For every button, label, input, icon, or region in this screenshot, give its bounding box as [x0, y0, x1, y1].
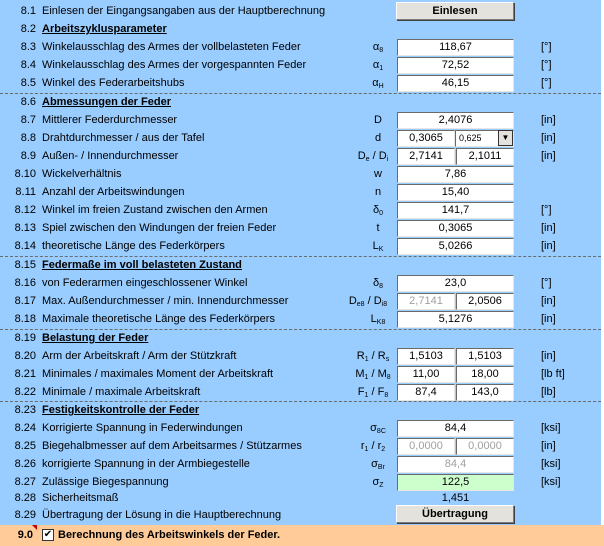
row-label: Spiel zwischen den Windungen der freien Feder: [42, 222, 277, 234]
row-number: 8.16: [14, 277, 36, 289]
row-number: 8.6: [20, 96, 36, 108]
symbol: $\sigma_{8C}$: [370, 422, 386, 435]
row-number: 8.3: [20, 41, 36, 53]
row-number: 8.5: [20, 77, 36, 89]
row-8-12: [0, 201, 601, 219]
uebertragung-button[interactable]: Übertragung: [396, 505, 514, 523]
symbol: t: [376, 222, 380, 234]
unit: [in]: [541, 150, 556, 162]
value-allowable-bend-stress: 122,5: [397, 474, 514, 491]
row-label: Winkel im freien Zustand zwischen den Armen: [42, 204, 268, 216]
row-8-11: [0, 183, 601, 201]
unit: [lb]: [541, 386, 556, 398]
input-coil-spacing[interactable]: 0,3065: [397, 220, 514, 237]
row-8-6: [0, 93, 601, 111]
row-label: Einlesen der Eingangsangaben aus der Hauptberechnung: [42, 5, 326, 17]
input-bend-radius-work[interactable]: 0,0000: [397, 438, 455, 455]
row-8-17: [0, 292, 601, 310]
row-label: Winkelausschlag des Armes der vorgespannten Feder: [42, 59, 307, 71]
symbol: $D_{e8} / D_{i8}$: [348, 295, 388, 308]
row-number: 8.24: [14, 422, 36, 434]
row-8-10: [0, 165, 601, 183]
row-number: 8.20: [14, 350, 36, 362]
row-8-20: [0, 347, 601, 365]
symbol: $L_{K8}$: [370, 313, 386, 326]
section-heading: Festigkeitskontrolle der Feder: [42, 404, 200, 416]
input-work-arm[interactable]: 1,5103: [397, 348, 455, 365]
row-number: 8.7: [20, 114, 36, 126]
row-number: 8.18: [14, 313, 36, 325]
row-8-1: [0, 2, 601, 20]
row-number: 8.19: [14, 332, 36, 344]
unit: [ksi]: [541, 458, 561, 470]
row-8-8: [0, 129, 601, 147]
symbol: $D_e / D_i$: [357, 150, 389, 163]
row-8-23: [0, 401, 601, 419]
unit: [in]: [541, 295, 556, 307]
symbol: $r_1 / r_2$: [360, 440, 386, 453]
symbol: D: [374, 114, 382, 126]
row-8-26: [0, 455, 601, 473]
row-label: korrigierte Spannung in der Armbiegestelle: [42, 458, 250, 470]
symbol: $\delta_0$: [372, 204, 384, 217]
symbol: $\alpha_H$: [372, 77, 384, 90]
row-label: Anzahl der Arbeitswindungen: [42, 186, 185, 198]
row-number: 8.2: [20, 23, 36, 35]
symbol: $M_1 / M_8$: [355, 368, 391, 381]
input-wire-diameter[interactable]: 0,3065: [397, 130, 455, 147]
row-number: 8.4: [20, 59, 36, 71]
row-8-9: [0, 147, 601, 165]
row-label: Korrigierte Spannung in Federwindungen: [42, 422, 243, 434]
comment-indicator-icon: [32, 525, 37, 530]
unit: [°]: [541, 41, 552, 53]
row-label: Minimale / maximale Arbeitskraft: [42, 386, 201, 398]
row-label: Außen- / Innendurchmesser: [42, 150, 179, 162]
symbol: $L_K$: [372, 240, 384, 253]
value-safety-factor: 1,451: [441, 492, 470, 504]
row-number: 8.10: [14, 168, 36, 180]
row-number: 8.21: [14, 368, 36, 380]
row-label: Zulässige Biegespannung: [42, 476, 169, 488]
unit: [in]: [541, 440, 556, 452]
unit: [°]: [541, 59, 552, 71]
row-label: Wickelverhältnis: [42, 168, 122, 180]
enable-checkbox[interactable]: ✔: [43, 529, 53, 540]
row-number: 9.0: [17, 529, 33, 541]
symbol: $\alpha_1$: [372, 59, 384, 72]
unit: [ksi]: [541, 422, 561, 434]
unit: [in]: [541, 222, 556, 234]
unit: [in]: [541, 114, 556, 126]
row-label: Mittlerer Federdurchmesser: [42, 114, 178, 126]
value-inner-diameter: 2,1011: [456, 148, 514, 165]
symbol: w: [374, 168, 382, 180]
row-number: 8.27: [14, 476, 36, 488]
value-min-moment: 11,00: [397, 366, 455, 383]
value-body-length: 5,0266: [397, 238, 514, 255]
row-8-25: [0, 437, 601, 455]
value-free-angle: 141,7: [397, 202, 514, 219]
row-label: Übertragung der Lösung in die Hauptberechnung: [42, 509, 282, 521]
unit: [in]: [541, 313, 556, 325]
unit: [°]: [541, 277, 552, 289]
row-label: Biegehalbmesser auf dem Arbeitsarmes / Stützarmes: [42, 440, 302, 452]
value-max-outer-diameter: 2,7141: [397, 293, 455, 310]
row-8-14: [0, 237, 601, 255]
einlesen-button[interactable]: Einlesen: [396, 2, 514, 20]
value-arm-bend-stress: 84,4: [397, 456, 514, 473]
value-min-force: 87,4: [397, 384, 455, 401]
value-coil-stress: 84,4: [397, 420, 514, 437]
input-alpha-8[interactable]: 118,67: [397, 39, 514, 56]
row-label: Max. Außendurchmesser / min. Innendurchmesser: [42, 295, 289, 307]
row-8-3: [0, 38, 601, 56]
row-8-24: [0, 419, 601, 437]
row-label: Berechnung des Arbeitswinkels der Feder.: [58, 529, 281, 541]
row-label: Sicherheitsmaß: [42, 492, 119, 504]
section-heading: Abmessungen der Feder: [42, 96, 171, 108]
row-8-29: [0, 506, 601, 524]
input-mean-diameter[interactable]: 2,4076: [397, 112, 514, 129]
row-number: 8.8: [20, 132, 36, 144]
row-8-18: [0, 310, 601, 328]
symbol: $F_1 / F_8$: [357, 386, 389, 399]
section-heading: Federmaße im voll belasteten Zustand: [42, 259, 242, 271]
input-active-coils[interactable]: 15,40: [397, 184, 514, 201]
row-label: Maximale theoretische Länge des Federkörpers: [42, 313, 275, 325]
unit: [°]: [541, 77, 552, 89]
row-8-15: [0, 256, 601, 274]
row-number: 8.13: [14, 222, 36, 234]
unit: [in]: [541, 240, 556, 252]
row-8-22: [0, 383, 601, 401]
row-8-19: [0, 329, 601, 347]
value-max-moment: 18,00: [456, 366, 514, 383]
row-8-4: [0, 56, 601, 74]
row-number: 8.29: [14, 509, 36, 521]
symbol: $\sigma_{Br}$: [371, 458, 385, 471]
row-number: 8.15: [14, 259, 36, 271]
unit: [lb ft]: [541, 368, 565, 380]
row-label: Drahtdurchmesser / aus der Tafel: [42, 132, 205, 144]
symbol: n: [374, 186, 382, 198]
value-max-force: 143,0: [456, 384, 514, 401]
row-label: Arm der Arbeitskraft / Arm der Stützkraft: [42, 350, 237, 362]
row-number: 8.14: [14, 240, 36, 252]
row-label: Winkelausschlag des Armes der vollbelasteten Feder: [42, 41, 301, 53]
symbol: $\alpha_8$: [372, 41, 384, 54]
row-label: Winkel des Federarbeitshubs: [42, 77, 185, 89]
unit: [in]: [541, 350, 556, 362]
symbol: d: [374, 132, 382, 144]
row-number: 8.25: [14, 440, 36, 452]
unit: [°]: [541, 204, 552, 216]
value-loaded-angle: 23,0: [397, 275, 514, 292]
value-winding-ratio: 7,86: [397, 166, 514, 183]
value-outer-diameter: 2,7141: [397, 148, 455, 165]
value-max-body-length: 5,1276: [397, 311, 514, 328]
symbol: $R_1 / R_s$: [356, 350, 390, 363]
symbol: $\sigma_Z$: [372, 476, 384, 489]
row-9-0: [0, 525, 604, 546]
row-number: 8.23: [14, 404, 36, 416]
value-alpha-h: 46,15: [397, 75, 514, 92]
chevron-down-icon[interactable]: ▼: [498, 130, 513, 146]
row-label: theoretische Länge des Federkörpers: [42, 240, 225, 252]
row-8-2: [0, 20, 601, 38]
section-heading: Belastung der Feder: [42, 332, 149, 344]
value-min-inner-diameter: 2,0506: [456, 293, 514, 310]
row-number: 8.22: [14, 386, 36, 398]
unit: [ksi]: [541, 476, 561, 488]
row-8-16: [0, 274, 601, 292]
row-number: 8.17: [14, 295, 36, 307]
section-heading: Arbeitszyklusparameter: [42, 23, 167, 35]
wire-table-combo[interactable]: 0,625: [455, 130, 514, 147]
row-number: 8.11: [15, 186, 36, 198]
row-number: 8.1: [20, 5, 36, 17]
row-label: von Federarmen eingeschlossener Winkel: [42, 277, 248, 289]
row-number: 8.28: [14, 492, 36, 504]
row-8-13: [0, 219, 601, 237]
row-number: 8.9: [20, 150, 36, 162]
row-number: 8.26: [14, 458, 36, 470]
unit: [in]: [541, 132, 556, 144]
input-alpha-1[interactable]: 72,52: [397, 57, 514, 74]
row-number: 8.12: [14, 204, 36, 216]
row-8-5: [0, 74, 601, 92]
input-support-arm[interactable]: 1,5103: [456, 348, 514, 365]
symbol: $\delta_8$: [372, 277, 384, 290]
row-8-21: [0, 365, 601, 383]
row-8-7: [0, 111, 601, 129]
input-bend-radius-support[interactable]: 0,0000: [456, 438, 514, 455]
row-label: Minimales / maximales Moment der Arbeitskraft: [42, 368, 274, 380]
